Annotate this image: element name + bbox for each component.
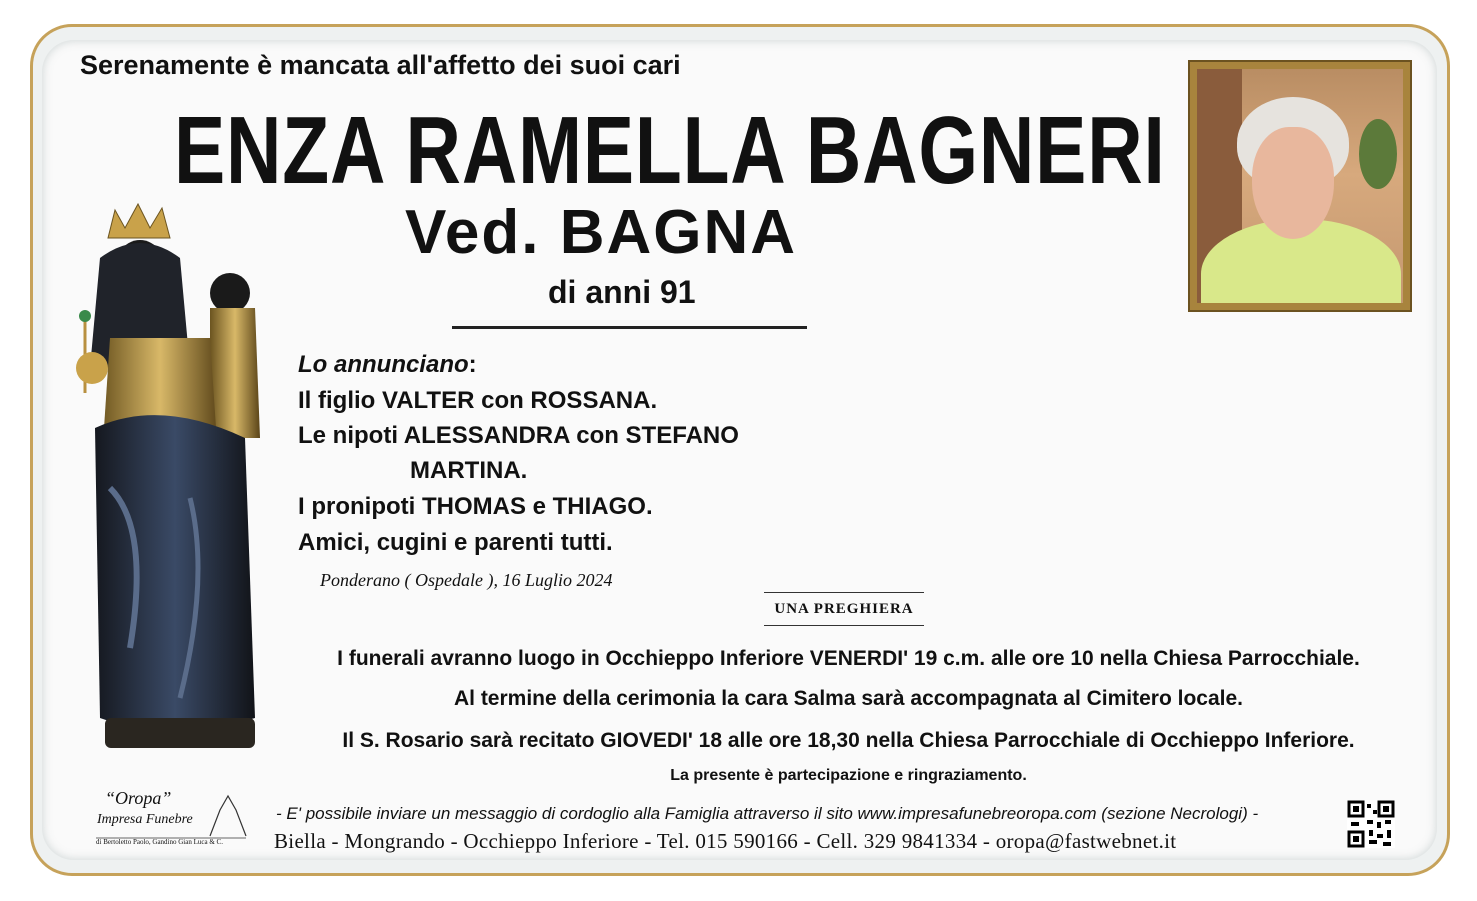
place-date: Ponderano ( Ospedale ), 16 Luglio 2024 bbox=[320, 570, 613, 590]
logo-subtitle: Impresa Funebre bbox=[97, 812, 193, 827]
qr-code-icon[interactable] bbox=[1347, 800, 1395, 848]
madonna-statue-image bbox=[70, 198, 290, 758]
divider-line bbox=[452, 326, 807, 329]
announcement-heading: Lo annunciano: bbox=[298, 351, 477, 378]
logo-name: “Oropa” bbox=[105, 788, 172, 808]
announcement-line: Amici, cugini e parenti tutti. bbox=[298, 529, 613, 556]
deceased-age: di anni 91 bbox=[548, 274, 696, 310]
thanks-line: La presente è partecipazione e ringraziamento. bbox=[670, 767, 1027, 784]
deceased-portrait-photo bbox=[1190, 62, 1410, 310]
prayer-link[interactable]: UNA PREGHIERA bbox=[764, 592, 924, 626]
intro-text: Serenamente è mancata all'affetto dei suoi cari bbox=[80, 50, 681, 80]
deceased-name: ENZA RAMELLA BAGNERI bbox=[174, 97, 1166, 204]
contact-line: Biella - Mongrando - Occhieppo Inferiore - Tel. 015 590166 - Cell. 329 9841334 - oropa@fastwebnet.it bbox=[274, 829, 1177, 853]
condolence-note: - E' possibile inviare un messaggio di cordoglio alla Famiglia attraverso il sito www.impresafunebreoropa.com (sezione Necrologi) - bbox=[276, 804, 1259, 823]
logo-owners: di Bertoletto Paolo, Gandino Gian Luca & C. bbox=[96, 838, 223, 846]
announcement-line: Le nipoti ALESSANDRA con STEFANO bbox=[298, 422, 739, 449]
announcement-line: I pronipoti THOMAS e THIAGO. bbox=[298, 493, 653, 520]
deceased-married-name: Ved. BAGNA bbox=[405, 198, 798, 267]
announcement-line: MARTINA. bbox=[410, 457, 528, 484]
funeral-line: Il S. Rosario sarà recitato GIOVEDI' 18 alle ore 18,30 nella Chiesa Parrocchiale di Occhieppo Inferiore. bbox=[342, 729, 1355, 752]
funeral-line: I funerali avranno luogo in Occhieppo Inferiore VENERDI' 19 c.m. alle ore 10 nella Chiesa Parrocchiale. bbox=[337, 647, 1360, 670]
funeral-line: Al termine della cerimonia la cara Salma sarà accompagnata al Cimitero locale. bbox=[453, 687, 1244, 710]
announcement-line: Il figlio VALTER con ROSSANA. bbox=[298, 387, 658, 414]
